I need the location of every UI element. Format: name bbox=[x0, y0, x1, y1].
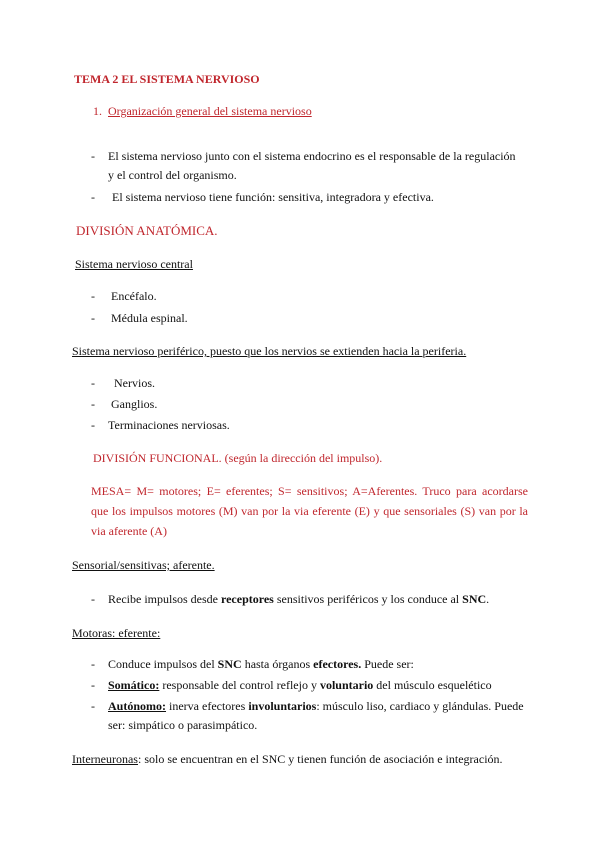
motoras-text: responsable del control reflejo y bbox=[159, 678, 320, 692]
snc-item: Encéfalo. bbox=[111, 289, 157, 303]
sensorial-text: sensitivos periféricos y los conduce al bbox=[273, 592, 463, 606]
mesa-line-3: via aferente (A) bbox=[91, 524, 167, 538]
motoras-item-3 bbox=[108, 699, 524, 714]
sensorial-bold: receptores bbox=[220, 592, 274, 606]
division-anatomica-heading: DIVISIÓN ANATÓMICA. bbox=[76, 223, 218, 238]
snp-item: Terminaciones nerviosas. bbox=[108, 418, 230, 432]
snp-item: Ganglios. bbox=[111, 397, 158, 411]
motoras-bold: efectores. bbox=[313, 657, 362, 671]
motoras-bold: Somático: bbox=[108, 678, 160, 692]
sensorial-item bbox=[108, 592, 489, 607]
bullet-dash: - bbox=[91, 376, 95, 390]
bullet-dash: - bbox=[91, 699, 95, 713]
motoras-text: Conduce impulsos del bbox=[108, 657, 218, 671]
bullet-dash: - bbox=[91, 418, 95, 432]
interneuronas-text: : solo se encuentran en el SNC y tienen función de asociación e integración. bbox=[137, 752, 503, 766]
bullet-dash: - bbox=[91, 289, 95, 303]
mesa-line-1: MESA= M= motores; E= eferentes; S= sensitivos; A=Aferentes. Truco para acordarse bbox=[91, 484, 528, 498]
bullet-dash: - bbox=[91, 190, 95, 204]
bullet-dash: - bbox=[91, 678, 95, 692]
sensorial-heading: Sensorial/sensitivas; aferente. bbox=[72, 558, 215, 572]
motoras-item-2 bbox=[108, 678, 492, 693]
document-title: TEMA 2 EL SISTEMA NERVIOSO bbox=[74, 72, 260, 86]
mesa-line-2: que los impulsos motores (M) van por la via eferente (E) y que sensoriales (S) van por la bbox=[91, 504, 528, 518]
motoras-text: : músculo liso, cardiaco y glándulas. Puede bbox=[316, 699, 524, 713]
section-number: 1. bbox=[93, 104, 102, 118]
motoras-item-1 bbox=[108, 657, 414, 672]
motoras-bold: SNC bbox=[217, 657, 242, 671]
sensorial-text: . bbox=[486, 592, 490, 606]
snc-item: Médula espinal. bbox=[111, 311, 188, 325]
motoras-heading: Motoras: eferente: bbox=[72, 626, 161, 640]
motoras-text: del músculo esquelético bbox=[373, 678, 492, 692]
bullet-dash: - bbox=[91, 657, 95, 671]
intro-bullet-1: El sistema nervioso junto con el sistema endocrino es el responsable de la regulación bbox=[108, 149, 516, 163]
motoras-item-3-cont: ser: simpático o parasimpático. bbox=[108, 718, 258, 732]
snp-heading: Sistema nervioso periférico, puesto que los nervios se extienden hacia la periferia. bbox=[72, 344, 467, 358]
motoras-text: Puede ser: bbox=[361, 657, 414, 671]
motoras-text: hasta órganos bbox=[241, 657, 314, 671]
snc-heading: Sistema nervioso central bbox=[75, 257, 193, 271]
bullet-dash: - bbox=[91, 311, 95, 325]
sensorial-text: Recibe impulsos desde bbox=[108, 592, 221, 606]
bullet-dash: - bbox=[91, 397, 95, 411]
intro-bullet-1-cont: y el control del organismo. bbox=[108, 168, 237, 182]
motoras-text: inerva efectores bbox=[166, 699, 249, 713]
section-heading: Organización general del sistema nervioso bbox=[108, 104, 312, 118]
interneuronas-heading: Interneuronas bbox=[72, 752, 138, 766]
motoras-bold: voluntario bbox=[319, 678, 374, 692]
motoras-bold: Autónomo: bbox=[108, 699, 167, 713]
motoras-bold: involuntarios bbox=[248, 699, 317, 713]
bullet-dash: - bbox=[91, 149, 95, 163]
interneuronas-paragraph bbox=[72, 752, 503, 767]
division-funcional-heading: DIVISIÓN FUNCIONAL. (según la dirección del impulso). bbox=[93, 451, 383, 465]
sensorial-bold: SNC bbox=[462, 592, 487, 606]
bullet-dash: - bbox=[91, 592, 95, 606]
snp-item: Nervios. bbox=[114, 376, 155, 390]
intro-bullet-2: El sistema nervioso tiene función: sensitiva, integradora y efectiva. bbox=[112, 190, 434, 204]
